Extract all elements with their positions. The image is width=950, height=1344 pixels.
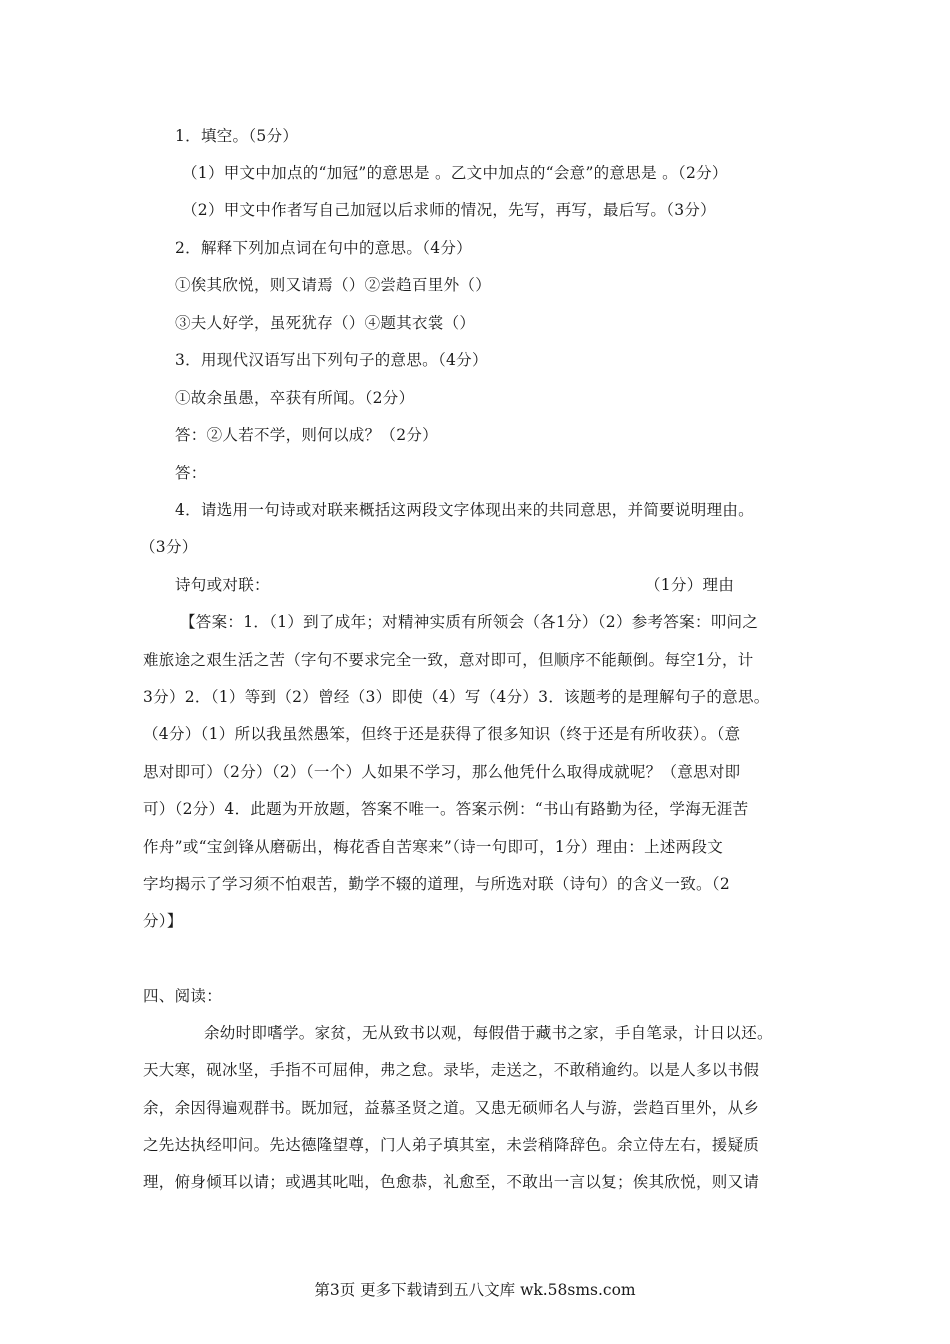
q4-reason-label: （1分）理由 <box>645 576 735 594</box>
q1-heading: 1．填空。（5分） <box>175 127 299 145</box>
q4-score: （3分） <box>140 538 198 556</box>
answer-line: 作舟”或“宝剑锋从磨砺出，梅花香自苦寒来”（诗一句即可，1分）理由：上述两段文 <box>143 838 724 856</box>
passage-line: 余，余因得遍观群书。既加冠，益慕圣贤之道。又患无硕师名人与游，尝趋百里外，从乡 <box>143 1099 760 1117</box>
q4-poem-label: 诗句或对联： <box>175 576 270 594</box>
q4-heading: 4．请选用一句诗或对联来概括这两段文字体现出来的共同意思，并简要说明理由。 <box>175 501 754 519</box>
answer-line: 难旅途之艰生活之苦（字句不要求完全一致，意对即可，但顺序不能颠倒。每空1分，计 <box>143 651 754 669</box>
answer-line: 字均揭示了学习须不怕艰苦，勤学不辍的道理，与所选对联（诗句）的含义一致。（2 <box>143 875 731 893</box>
passage-line: 理，俯身倾耳以请；或遇其叱咄，色愈恭，礼愈至，不敢出一言以复；俟其欣悦，则又请 <box>143 1173 760 1191</box>
answer-line: （4分）（1）所以我虽然愚笨，但终于还是获得了很多知识（终于还是有所收获）。（意 <box>143 725 741 743</box>
answer-line: 可）（2分）4．此题为开放题，答案不唯一。答案示例：“书山有路勤为径，学海无涯苦 <box>143 800 749 818</box>
q3-item-b: 答：②人若不学，则何以成？（2分） <box>175 426 438 444</box>
section4-heading: 四、阅读： <box>143 987 223 1005</box>
q3-item-c: 答： <box>175 464 207 482</box>
passage-line: 余幼时即嗜学。家贫，无从致书以观，每假借于藏书之家，手自笔录，计日以还。 <box>204 1024 773 1042</box>
answer-line: 思对即可）（2分）（2）（一个）人如果不学习，那么他凭什么取得成就呢？（意思对即 <box>143 763 741 781</box>
q3-item-a: ①故余虽愚，卒获有所闻。（2分） <box>175 389 415 407</box>
q3-heading: 3．用现代汉语写出下列句子的意思。（4分） <box>175 351 488 369</box>
passage-line: 天大寒，砚冰坚，手指不可屈伸，弗之怠。录毕，走送之，不敢稍逾约。以是人多以书假 <box>143 1061 760 1079</box>
q2-items-b: ③夫人好学，虽死犹存（）④题其衣裳（） <box>175 314 476 332</box>
q1-part2: （2）甲文中作者写自己加冠以后求师的情况，先写，再写，最后写。（3分） <box>182 201 716 219</box>
q2-heading: 2．解释下列加点词在句中的意思。（4分） <box>175 239 472 257</box>
answer-line: 分）】 <box>143 912 183 930</box>
answer-line: 【答案：1．（1）到了成年；对精神实质有所领会（各1分）（2）参考答案：叩问之 <box>180 613 759 631</box>
q2-items-a: ①俟其欣悦，则又请焉（）②尝趋百里外（） <box>175 276 492 294</box>
answer-line: 3分）2．（1）等到（2）曾经（3）即使（4）写（4分）3．该题考的是理解句子的意思。 <box>143 688 770 706</box>
page-footer: 第3页 更多下载请到五八文库 wk.58sms.com <box>314 1281 636 1299</box>
passage-line: 之先达执经叩问。先达德隆望尊，门人弟子填其室，未尝稍降辞色。余立侍左右，援疑质 <box>143 1136 760 1154</box>
q1-part1: （1）甲文中加点的“加冠”的意思是 。乙文中加点的“会意”的意思是 。（2分） <box>182 164 728 182</box>
